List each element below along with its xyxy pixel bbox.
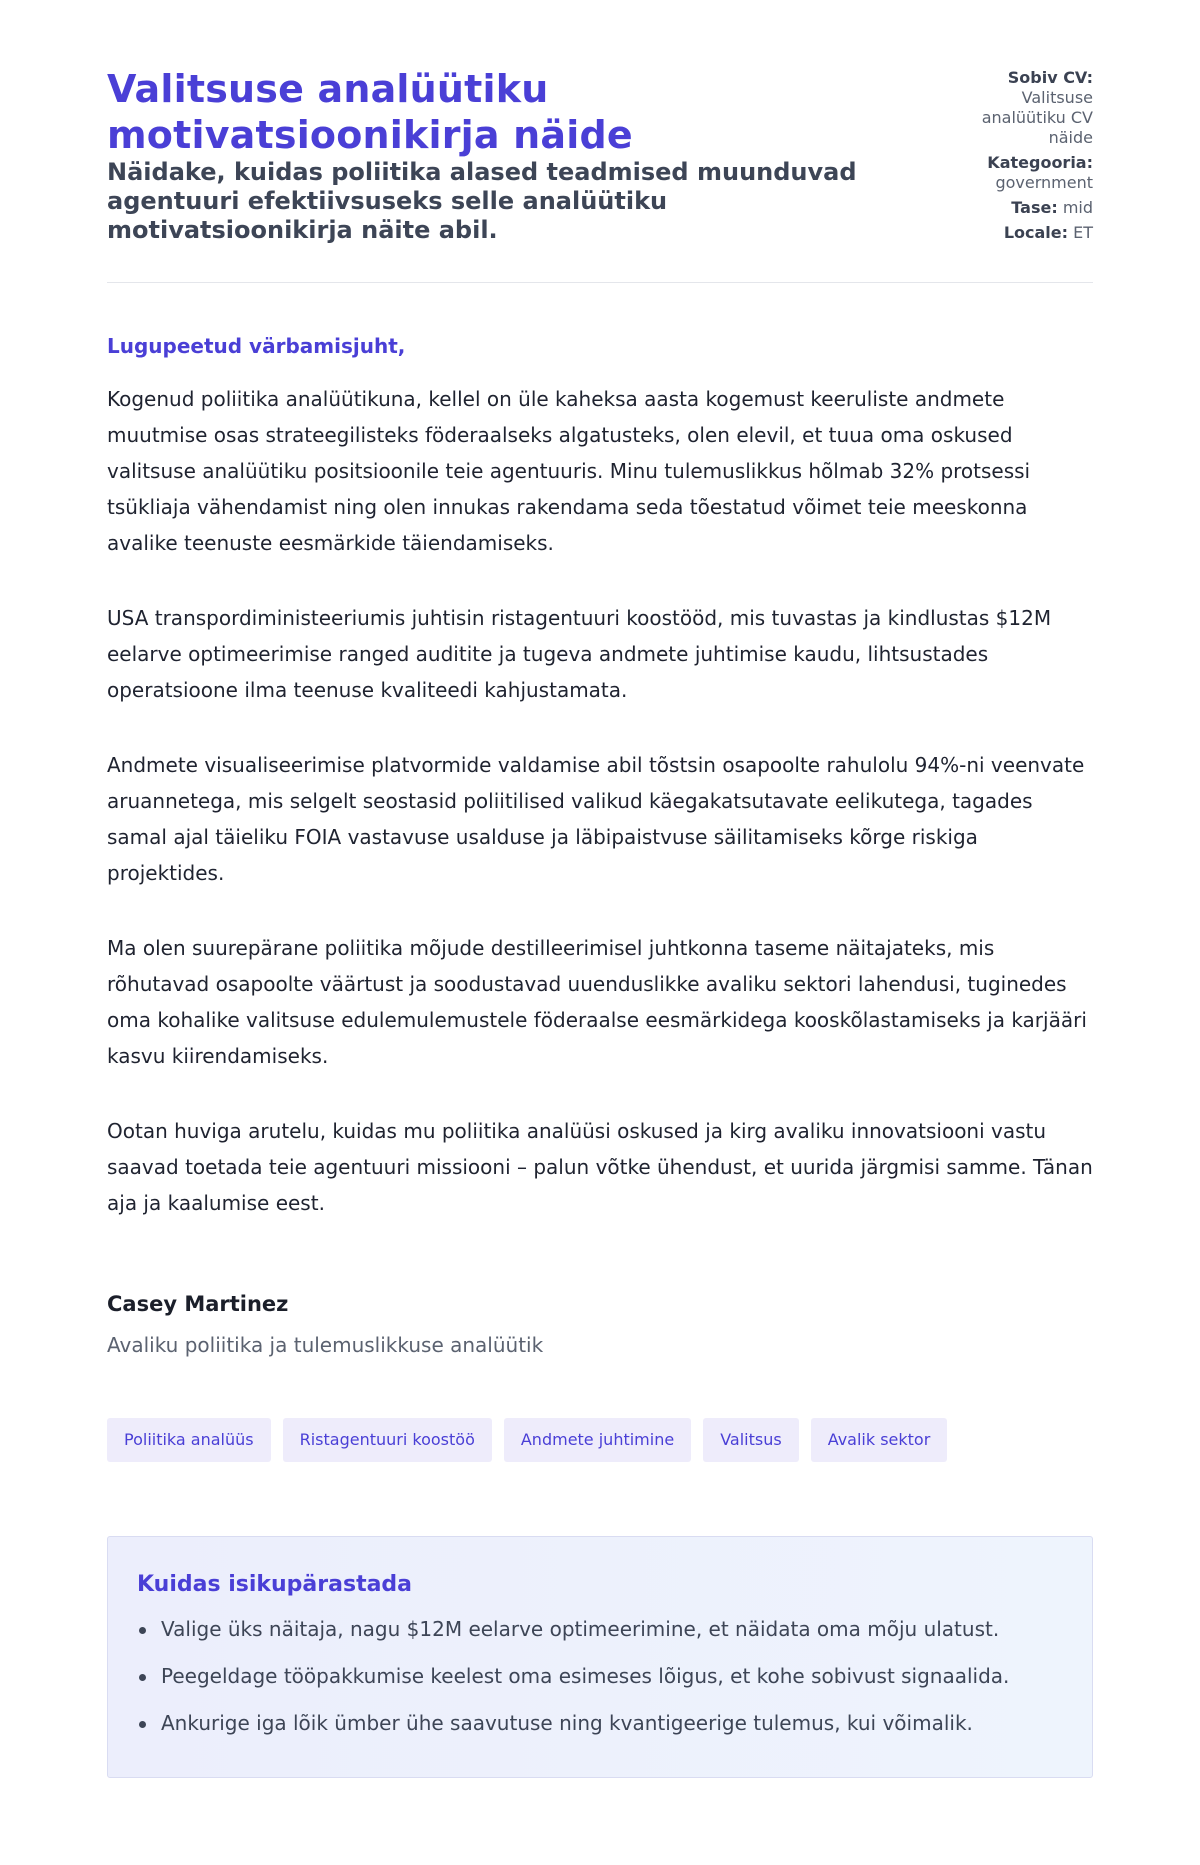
meta-cv-label: Sobiv CV: [1007,68,1093,87]
meta-locale [943,223,1093,243]
meta-level-label: Tase: [1011,198,1058,217]
letter-signature [107,1291,1093,1358]
personalize-tips-box [107,1536,1093,1778]
page-header [107,66,1093,283]
tips-title: Kuidas isikupärastada [137,1572,413,1597]
tip-item: Peegeldage tööpakkumise keelest oma esimeses lõigus, et kohe sobivust signaalida. [137,1662,1062,1690]
tip-item: Ankurige iga lõik ümber ühe saavutuse ning kvantigeerige tulemus, kui võimalik. [137,1709,1062,1737]
signature-name: Casey Martinez [107,1292,289,1316]
tag-chip[interactable]: Valitsus [703,1418,798,1462]
meta-locale-label: Locale: [1003,223,1069,242]
header-titles [107,66,907,245]
letter-paragraph: Andmete visualiseerimise platvormide valdamise abil tõstsin osapoolte rahulolu 94%-ni veenvate aruannetega, mis selgelt seostasid poliitilised valikud käegakatsutavate eelikutega, tagades samal ajal täieliku FOIA vastavuse usalduse ja läbipaistvuse säilitamiseks kõrge riskiga projektides. [107,753,1085,885]
meta-locale-value: ET [1073,223,1093,242]
meta-category-value: government [995,173,1093,192]
meta-panel [943,66,1093,248]
tag-chip[interactable]: Ristagentuuri koostöö [283,1418,492,1462]
letter-salutation: Lugupeetud värbamisjuht, [107,334,406,358]
tag-chip[interactable]: Poliitika analüüs [107,1418,271,1462]
page-title: Valitsuse analüütiku motivatsioonikirja näide [107,67,633,157]
meta-category-label: Kategooria: [987,153,1093,172]
tag-list [107,1418,1093,1462]
meta-cv-link[interactable]: Valitsuse analüütiku CV näide [981,88,1093,147]
meta-level-value: mid [1062,198,1093,217]
tip-item: Valige üks näitaja, nagu $12M eelarve optimeerimine, et näidata oma mõju ulatust. [137,1615,1062,1643]
signature-title: Avaliku poliitika ja tulemuslikkuse analüütik [107,1333,544,1357]
letter-body [107,381,1093,1221]
letter-paragraph: Ma olen suurepärane poliitika mõjude destilleerimisel juhtkonna taseme näitajateks, mis rõhutavad osapoolte väärtust ja soodustavad uuenduslikke avaliku sektori lahendusi, tuginedes oma kohalike valitsuse edulemulemustele föderaalse eesmärkidega kooskõlastamiseks ja karjääri kasvu kiirendamiseks. [107,936,1087,1068]
letter-paragraph: Ootan huviga arutelu, kuidas mu poliitika analüüsi oskused ja kirg avaliku innovatsiooni vastu saavad toetada teie agentuuri missiooni – palun võtke ühendust, et uurida järgmisi samme. Tänan aja ja kaalumise eest. [107,1119,1093,1215]
page-subtitle: Näidake, kuidas poliitika alased teadmised muunduvad agentuuri efektiivsuseks selle analüütiku motivatsioonikirja näite abil. [107,158,857,244]
letter-paragraph: Kogenud poliitika analüütikuna, kellel on üle kaheksa aasta kogemust keeruliste andmete muutmise osas strateegilisteks föderaalseks algatusteks, olen elevil, et tuua oma oskused valitsuse analüütiku positsioonile teie agentuuris. Minu tulemuslikkus hõlmab 32% protsessi tsükliaja vähendamist ning olen innukas rakendama seda tõestatud võimet teie meeskonna avalike teenuste eesmärkide täiendamiseks. [107,387,1031,555]
tips-list [137,1615,1062,1737]
tag-chip[interactable]: Andmete juhtimine [504,1418,691,1462]
tag-chip[interactable]: Avalik sektor [811,1418,948,1462]
meta-category [943,153,1093,193]
letter-paragraph: USA transpordiministeeriumis juhtisin ristagentuuri koostööd, mis tuvastas ja kindlustas $12M eelarve optimeerimise ranged auditite ja tugeva andmete juhtimise kaudu, lihtsustades operatsioone ilma teenuse kvaliteedi kahjustamata. [107,606,1052,702]
meta-cv [943,68,1093,148]
meta-level [943,198,1093,218]
